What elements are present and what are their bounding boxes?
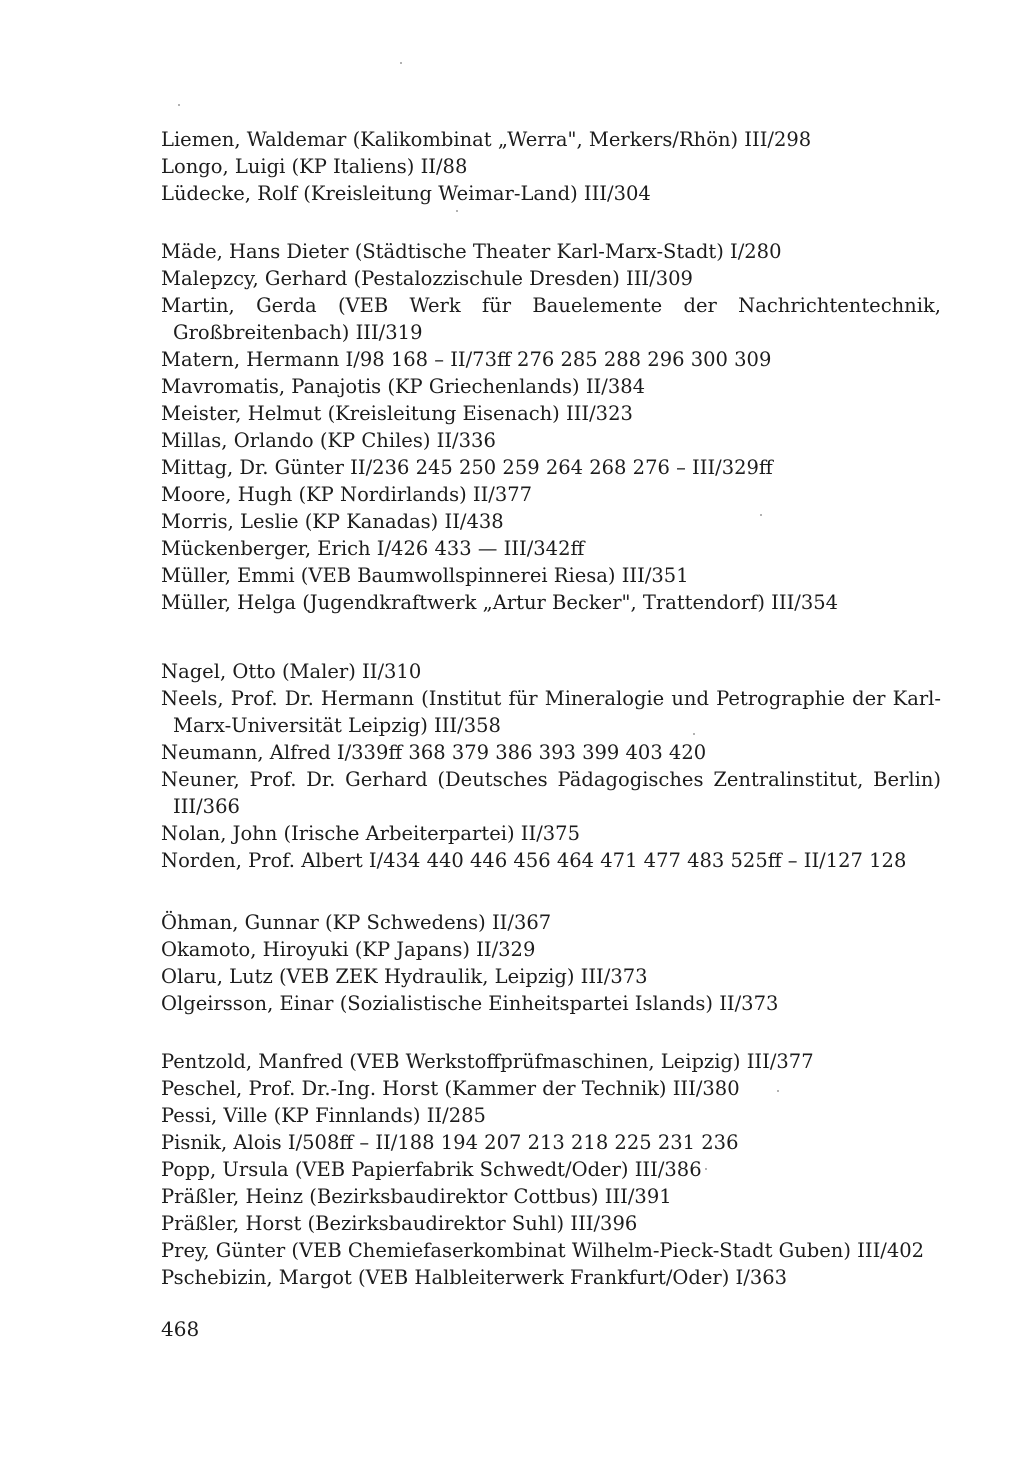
index-entry-peschel: Peschel, Prof. Dr.-Ing. Horst (Kammer der Technik) III/380	[161, 1077, 740, 1100]
index-entry-moore: Moore, Hugh (KP Nordirlands) II/377	[161, 483, 533, 506]
index-entry-pschebizin: Pschebizin, Margot (VEB Halbleiterwerk Frankfurt/Oder) I/363	[161, 1266, 788, 1289]
index-entry-morris: Morris, Leslie (KP Kanadas) II/438	[161, 510, 504, 533]
index-entry-nagel: Nagel, Otto (Maler) II/310	[161, 660, 422, 683]
index-entry-prey: Prey, Günter (VEB Chemiefaserkombinat Wilhelm-Pieck-Stadt Guben) III/402	[161, 1239, 925, 1262]
index-entry-oehman: Öhman, Gunnar (KP Schwedens) II/367	[161, 911, 552, 934]
scan-speck	[777, 1090, 779, 1092]
index-entry-neumann: Neumann, Alfred I/339ff 368 379 386 393 399 403 420	[161, 741, 707, 764]
index-group-n	[161, 658, 941, 874]
index-entry-maede: Mäde, Hans Dieter (Städtische Theater Karl-Marx-Stadt) I/280	[161, 240, 782, 263]
index-entry-okamoto: Okamoto, Hiroyuki (KP Japans) II/329	[161, 938, 536, 961]
index-entry-norden: Norden, Prof. Albert I/434 440 446 456 464 471 477 483 525ff – II/127 128	[161, 849, 907, 872]
index-entry-matern: Matern, Hermann I/98 168 – II/73ff 276 285 288 296 300 309	[161, 348, 772, 371]
index-entry-pisnik: Pisnik, Alois I/508ff – II/188 194 207 213 218 225 231 236	[161, 1131, 739, 1154]
index-group-m	[161, 238, 941, 616]
index-group-p	[161, 1048, 941, 1291]
scan-speck	[705, 1168, 707, 1170]
index-entry-olgeirsson: Olgeirsson, Einar (Sozialistische Einheitspartei Islands) II/373	[161, 992, 779, 1015]
index-entry-liemen: Liemen, Waldemar (Kalikombinat „Werra", Merkers/Rhön) III/298	[161, 128, 812, 151]
scan-speck	[400, 62, 402, 64]
scan-speck	[693, 733, 695, 735]
index-entry-pentzold: Pentzold, Manfred (VEB Werkstoffprüfmaschinen, Leipzig) III/377	[161, 1050, 814, 1073]
index-entry-praessler-horst: Präßler, Horst (Bezirksbaudirektor Suhl) III/396	[161, 1212, 638, 1235]
index-entry-martin: Martin, Gerda (VEB Werk für Bauelemente der Nachrichtentechnik, Großbreitenbach) III/319	[161, 294, 941, 344]
index-entry-praessler-heinz: Präßler, Heinz (Bezirksbaudirektor Cottbus) III/391	[161, 1185, 672, 1208]
scan-speck	[760, 514, 762, 516]
page-number: 468	[161, 1317, 200, 1341]
index-entry-mueller-helga: Müller, Helga (Jugendkraftwerk „Artur Becker", Trattendorf) III/354	[161, 591, 839, 614]
index-entry-meister: Meister, Helmut (Kreisleitung Eisenach) III/323	[161, 402, 633, 425]
index-entry-neuner: Neuner, Prof. Dr. Gerhard (Deutsches Pädagogisches Zentralinstitut, Berlin) III/366	[161, 768, 941, 818]
index-entry-mavromatis: Mavromatis, Panajotis (KP Griechenlands) II/384	[161, 375, 646, 398]
index-entry-popp: Popp, Ursula (VEB Papierfabrik Schwedt/Oder) III/386	[161, 1158, 702, 1181]
index-group-l	[161, 126, 941, 207]
index-entry-mittag: Mittag, Dr. Günter II/236 245 250 259 264 268 276 – III/329ff	[161, 456, 773, 479]
scan-speck	[456, 210, 458, 212]
index-entry-malepzcy: Malepzcy, Gerhard (Pestalozzischule Dresden) III/309	[161, 267, 693, 290]
scan-speck	[178, 104, 180, 106]
index-entry-luedecke: Lüdecke, Rolf (Kreisleitung Weimar-Land) III/304	[161, 182, 651, 205]
index-entry-longo: Longo, Luigi (KP Italiens) II/88	[161, 155, 468, 178]
index-entry-olaru: Olaru, Lutz (VEB ZEK Hydraulik, Leipzig) III/373	[161, 965, 648, 988]
index-entry-mueckenberger: Mückenberger, Erich I/426 433 — III/342ff	[161, 537, 585, 560]
index-entry-pessi: Pessi, Ville (KP Finnlands) II/285	[161, 1104, 486, 1127]
index-entry-millas: Millas, Orlando (KP Chiles) II/336	[161, 429, 496, 452]
index-group-o	[161, 909, 941, 1017]
index-entry-neels: Neels, Prof. Dr. Hermann (Institut für Mineralogie und Petrographie der Karl-Marx-Universität Leipzig) III/358	[161, 687, 941, 737]
index-entry-nolan: Nolan, John (Irische Arbeiterpartei) II/375	[161, 822, 580, 845]
index-entry-mueller-emmi: Müller, Emmi (VEB Baumwollspinnerei Riesa) III/351	[161, 564, 689, 587]
